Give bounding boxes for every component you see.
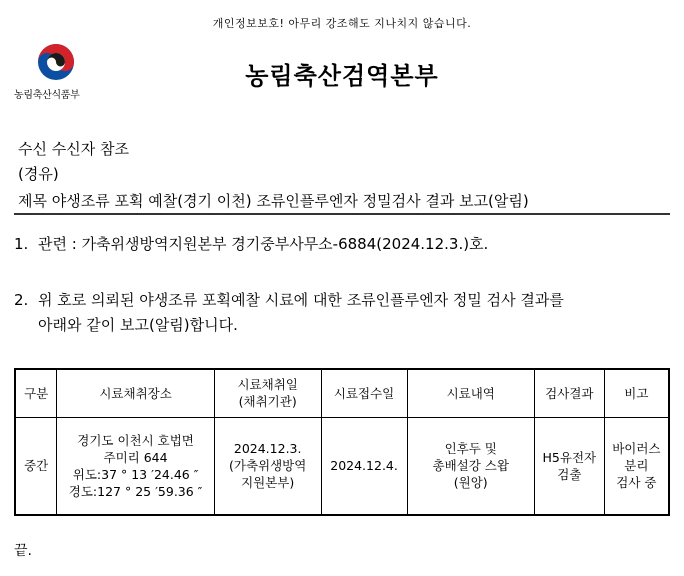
sample-line1: 인후두 및 [444,441,497,457]
header-result: 검사결과 [534,369,604,417]
location-line1: 경기도 이천시 호법면 [77,432,194,448]
header-sample-details: 시료내역 [407,369,534,417]
header-location: 시료채취장소 [57,369,214,417]
item-1-number: 1. [14,235,29,253]
collect-date: 2024.12.3. [233,441,302,457]
cell-received-date: 2024.12.4. [321,417,407,515]
cell-result [534,417,604,515]
remarks-line1: 바이러스 [612,441,661,457]
header-category: 구분 [15,369,57,417]
via-line: (경유) [18,165,59,183]
result-line2: 검출 [557,466,582,482]
remarks-line3: 검사 중 [616,475,657,491]
logo-text: 농림축산식품부 [14,90,80,101]
subject-line: 제목 야생조류 포획 예찰(경기 이천) 조류인플루엔자 정밀검사 결과 보고(알림) [18,192,529,210]
item-1 [14,233,488,254]
item-2-text-line1: 위 호로 의뢰된 야생조류 포획예찰 시료에 대한 조류인플루엔자 정밀 검사 결과를 [38,291,564,309]
header-remarks: 비고 [604,369,669,417]
latitude: 위도:37 ° 13 ′24.46 ″ [72,466,199,482]
longitude: 경도:127 ° 25 ′59.36 ″ [68,483,203,499]
table-row [15,417,669,515]
result-line1: H5유전자 [542,449,597,465]
remarks-line2: 분리 [624,458,649,474]
header-collect-date-line1: 시료채취일 [237,377,298,393]
table-header-row [15,369,669,417]
cell-location [57,417,214,515]
header-collect-date-line2: (채취기관) [238,394,297,410]
item-2-number: 2. [14,291,29,309]
cell-collect-date [214,417,321,515]
subject-divider [14,213,670,215]
privacy-notice: 개인정보보호! 아무리 강조해도 지나치지 않습니다. [212,17,472,30]
header-received-date: 시료접수일 [321,369,407,417]
recipient-line: 수신 수신자 참조 [18,140,129,158]
cell-remarks [604,417,669,515]
sample-line2: 총배설강 스왑 [432,458,509,474]
sample-line3: (원앙) [453,475,488,491]
item-1-text: 관련 : 가축위생방역지원본부 경기중부사무소-6884(2024.12.3.)호. [38,235,489,253]
item-2 [14,289,564,310]
organization-title: 농림축산검역본부 [245,62,439,90]
collect-agency-line2: 지원본부) [241,475,295,491]
end-mark: 끝. [14,543,32,559]
location-line2: 주미리 644 [103,449,168,465]
sample-result-table [14,368,670,516]
cell-sample-details [407,417,534,515]
collect-agency-line1: (가축위생방역 [229,458,307,474]
header-collect-date [214,369,321,417]
item-2-text-line2: 아래와 같이 보고(알림)합니다. [38,316,238,334]
cell-category: 중간 [15,417,57,515]
